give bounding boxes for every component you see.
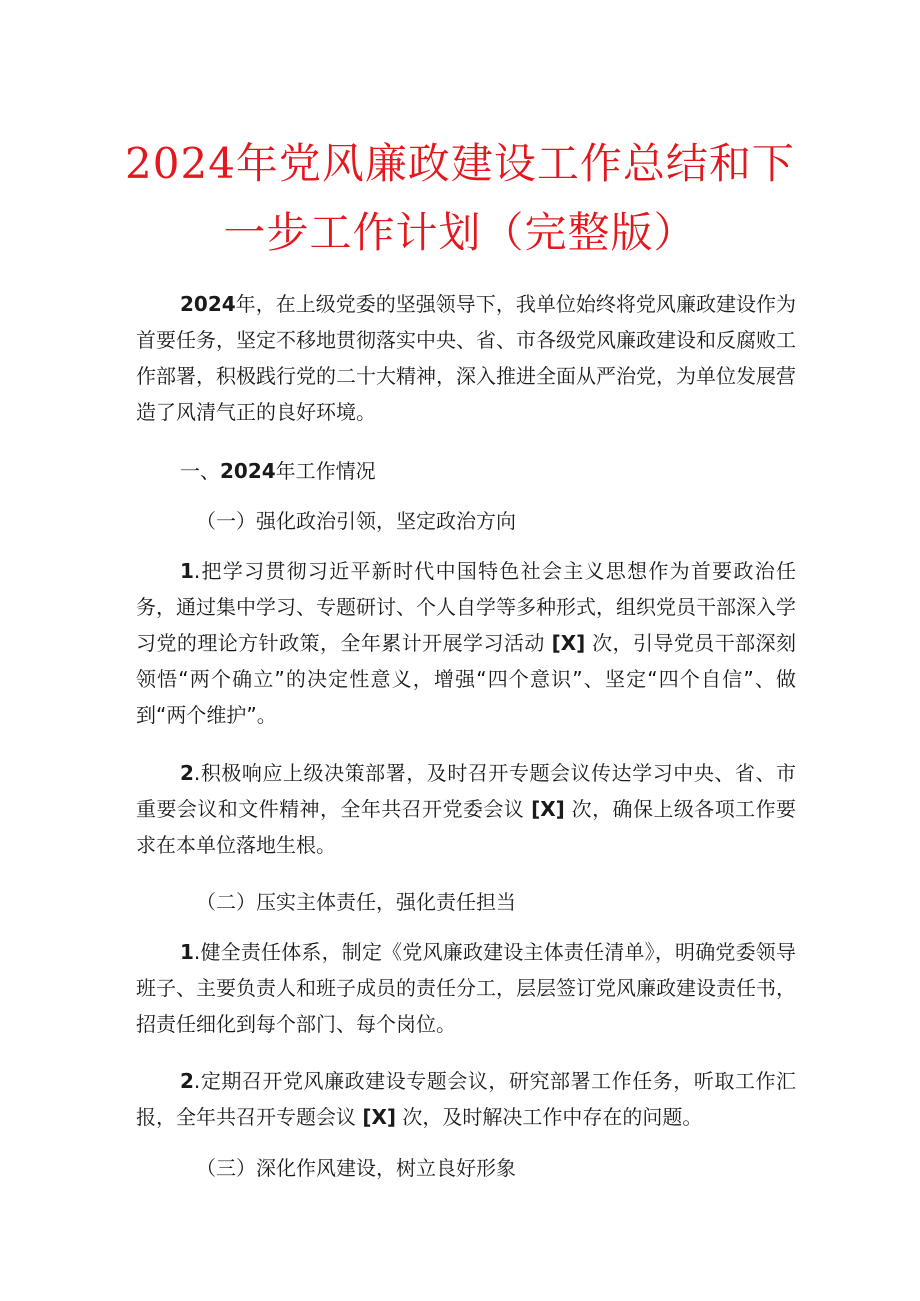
intro-text: 年，在上级党委的坚强领导下，我单位始终将党风廉政建设作为首要任务，坚定不移地贯彻落实中央、省、市各级党风廉政建设和反腐败工作部署，积极践行党的二十大精神，深入推进全面从严治党，为单位发展营造了风清气正的良好环境。 [136,292,796,424]
sub1-item2 [136,755,796,863]
count-placeholder: [X] [362,1105,397,1129]
item-text: .积极响应上级决策部署，及时召开专题会议传达学习中央、省、市重要会议和文件精神，全年共召开党委会议 [136,761,796,821]
intro-paragraph [136,286,796,430]
section-label: 年工作情况 [275,459,376,483]
sub2-item1 [136,934,796,1042]
count-placeholder: [X] [531,797,565,821]
section-year: 2024 [220,459,276,483]
subsection-heading-3: （三）深化作风建设，树立良好形象 [196,1156,516,1180]
sub1-item1 [136,553,796,733]
item-text: .健全责任体系，制定《党风廉政建设主体责任清单》，明确党委领导班子、主要负责人和班子成员的责任分工，层层签订党风廉政建设责任书，招责任细化到每个部门、每个岗位。 [136,940,796,1036]
subsection-heading-1: （一）强化政治引领，坚定政治方向 [196,509,516,533]
sub2-item2 [136,1063,796,1135]
item-text: 次，引导党员干部深刻领悟“两个确立”的决定性意义，增强“四个意识”、坚定“四个自信”、做到“两个维护”。 [136,631,797,727]
item-number: 2 [180,1069,194,1093]
subsection-heading-2: （二）压实主体责任，强化责任担当 [196,890,516,914]
item-text: 次，确保上级各项工作要求在本单位落地生根。 [136,797,797,857]
item-text: 次，及时解决工作中存在的问题。 [402,1105,703,1129]
item-number: 1 [180,559,194,583]
section-prefix: 一、 [180,459,220,483]
document-title-line2: 一步工作计划（完整版） [223,208,697,257]
document-title-line1: 2024年党风廉政建设工作总结和下 [125,139,795,188]
item-number: 1 [180,940,194,964]
intro-year: 2024 [180,292,236,316]
item-text: .把学习贯彻习近平新时代中国特色社会主义思想作为首要政治任务，通过集中学习、专题研讨、个人自学等多种形式，组织党员干部深入学习党的理论方针政策，全年累计开展学习活动 [136,559,796,655]
section-heading-1 [180,453,376,489]
item-text: .定期召开党风廉政建设专题会议，研究部署工作任务，听取工作汇报，全年共召开专题会议 [136,1069,796,1129]
item-number: 2 [180,761,194,785]
count-placeholder: [X] [551,631,586,655]
